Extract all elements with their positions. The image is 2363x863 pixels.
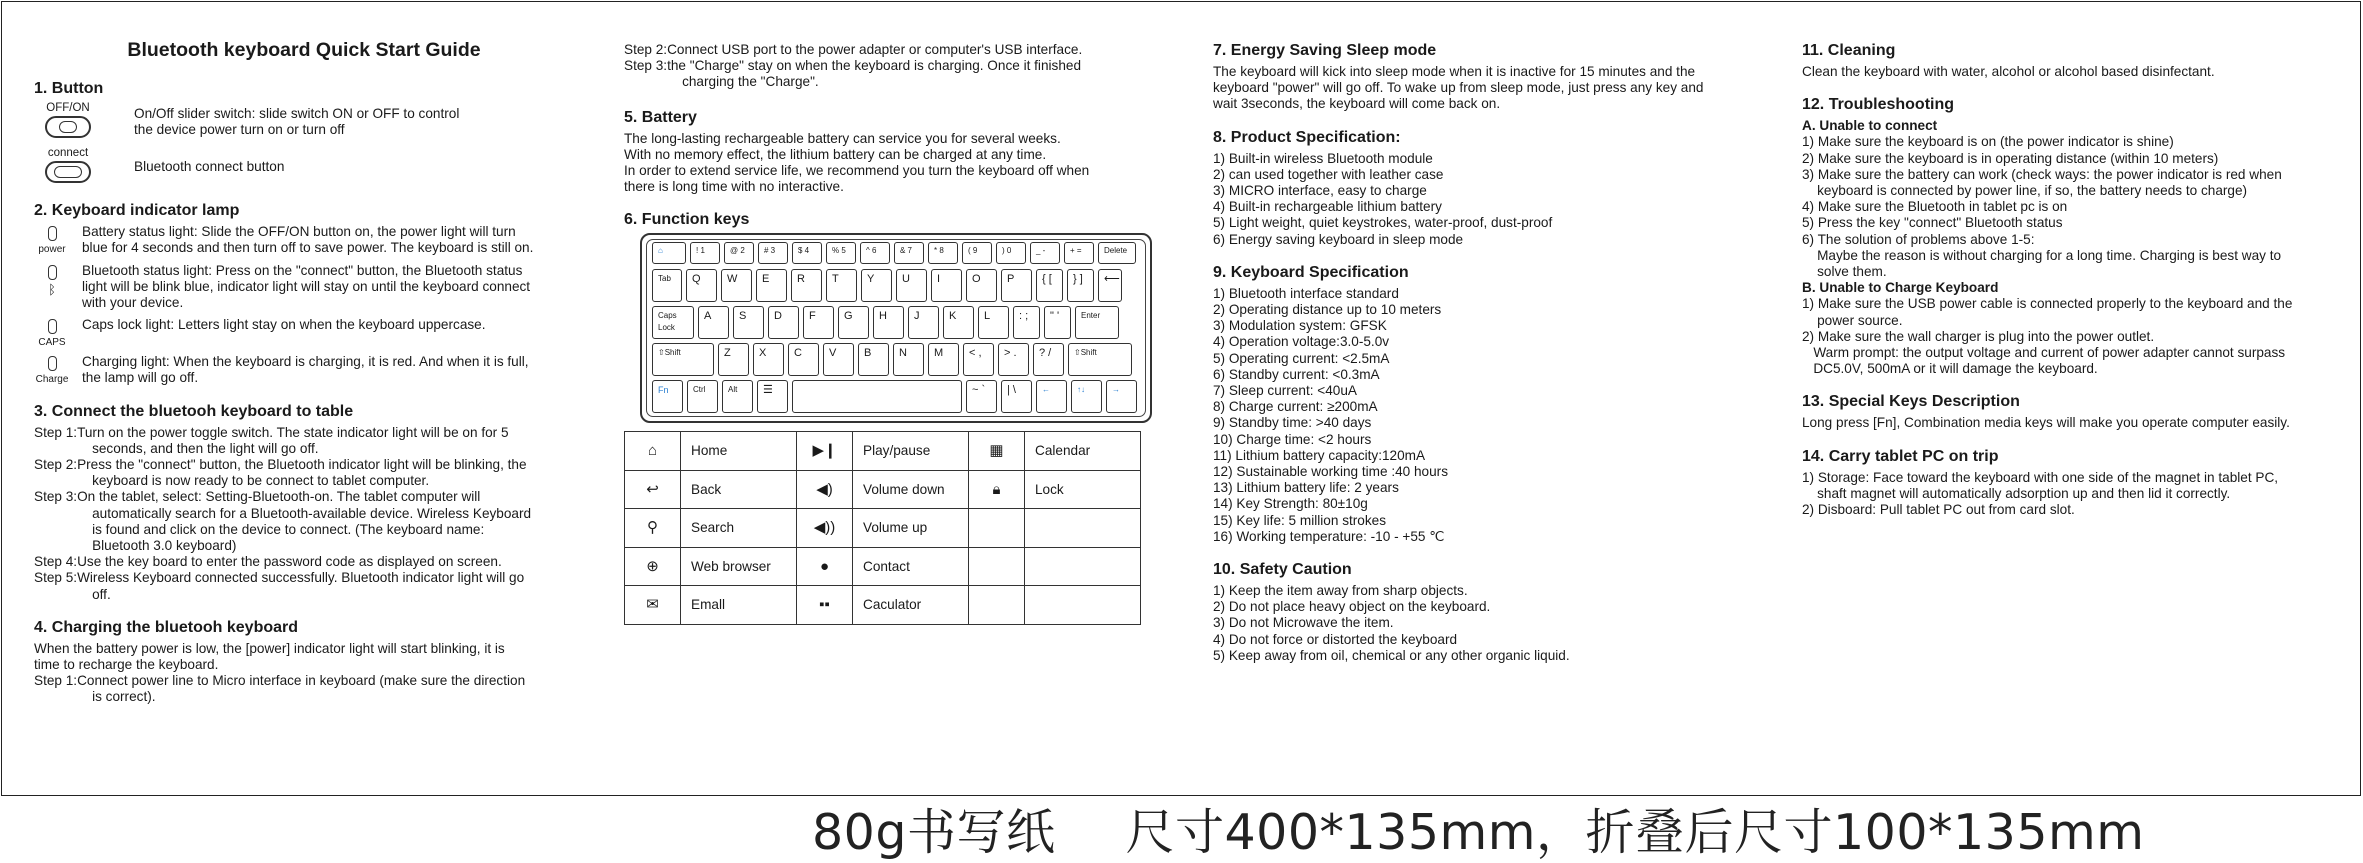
section-heading: 5. Battery [624, 108, 697, 126]
text-line: automatically search for a Bluetooth-available device. Wireless Keyboard [92, 505, 532, 521]
paper-spec-caption [812, 804, 2145, 862]
text-line: The long-lasting rechargeable battery can service you for several weeks. [624, 130, 1061, 146]
text-line: DC5.0V, 500mA or it will damage the keyboard. [1802, 361, 2098, 377]
key-j: J [908, 306, 939, 339]
key-3: # 3 [758, 242, 788, 264]
text-line: 3) Do not Microwave the item. [1213, 615, 1394, 631]
text-line: 4) Make sure the Bluetooth in tablet pc is on [1802, 199, 2068, 215]
section-cleaning [1802, 42, 2342, 80]
section-product-spec [1213, 129, 1773, 248]
text-line: 5) Press the key "connect" Bluetooth status [1802, 215, 2063, 231]
key-p: P [1001, 269, 1032, 302]
text-line: Connect power line to Micro interface in keyboard (make sure the direction [77, 673, 526, 689]
text-line: 15) Key life: 5 million strokes [1213, 512, 1387, 528]
key-0: ) 0 [996, 242, 1026, 264]
function-label: Calendar [1025, 432, 1141, 471]
text-line: 5) Light weight, quiet keystrokes, water-proof, dust-proof [1213, 215, 1553, 231]
calculator-icon: ▪▪ [797, 586, 853, 625]
lamp-label: Charge [35, 374, 69, 386]
step-label: Step 1: [34, 424, 78, 440]
step-label: Step 2: [624, 42, 668, 57]
empty-cell [1025, 509, 1141, 548]
function-label: Lock [1025, 470, 1141, 509]
key-shift-left: ⇧Shift [652, 343, 714, 376]
text-line: Maybe the reason is without charging for a long time. Charging is best way to [1802, 247, 2282, 263]
text-line: time to recharge the keyboard. [34, 657, 219, 673]
table-row [625, 509, 1141, 548]
key-k: K [943, 306, 974, 339]
power-lamp-icon [34, 224, 70, 256]
bluetooth-lamp-icon: ᛒ [34, 263, 70, 312]
section-heading: 12. Troubleshooting [1802, 96, 1955, 114]
text-line: On the tablet, select: Setting-Bluetooth-on. The tablet computer will [77, 489, 481, 505]
key-l: L [978, 306, 1009, 339]
key-menu: ☰ [757, 380, 788, 413]
section-heading: 6. Function keys [624, 211, 750, 229]
key-i: I [931, 269, 962, 302]
key-tab: Tab [652, 269, 682, 302]
text-line: 5) Operating current: <2.5mA [1213, 350, 1390, 366]
text-line: Use the key board to enter the password code as displayed on screen. [77, 554, 502, 570]
empty-cell [969, 509, 1025, 548]
volume-down-icon: ◀) [797, 470, 853, 509]
text-line: With no memory effect, the lithium battery can be charged at any time. [624, 146, 1047, 162]
step-label: Step 4: [34, 554, 78, 570]
function-label: Play/pause [853, 432, 969, 471]
key-up-down: ↑↓ [1071, 380, 1102, 413]
key-equal: + = [1064, 242, 1094, 264]
section-indicator [34, 202, 574, 386]
step-label: Step 3: [624, 58, 668, 74]
table-row [625, 470, 1141, 509]
section-special-keys [1802, 393, 2342, 431]
key-right: → [1106, 380, 1137, 413]
connect-steps [34, 425, 574, 603]
key-pipe: | \ [1001, 380, 1032, 413]
text-line: Press the "connect" button, the Bluetooth indicator light will be blinking, the [77, 457, 527, 473]
section-heading: 7. Energy Saving Sleep mode [1213, 42, 1437, 59]
calendar-icon: ▦ [969, 432, 1025, 471]
key-m: M [928, 343, 959, 376]
contact-icon: ● [797, 547, 853, 586]
text-line: 3) Make sure the battery can work (check ways: the power indicator is red when [1802, 166, 2282, 182]
key-4: $ 4 [792, 242, 822, 264]
key-slash: ? / [1033, 343, 1064, 376]
section-charging [34, 619, 574, 706]
keyboard-row-z [652, 343, 1132, 376]
function-label: Volume up [853, 509, 969, 548]
function-label: Back [681, 470, 797, 509]
lamp-power [34, 224, 574, 256]
function-label: Caculator [853, 586, 969, 625]
function-label: Emall [681, 586, 797, 625]
section-safety [1213, 561, 1773, 664]
text-line: 11) Lithium battery capacity:120mA [1213, 447, 1426, 463]
text-line: 9) Standby time: >40 days [1213, 415, 1372, 431]
key-d: D [768, 306, 799, 339]
connect-label: connect [47, 147, 89, 160]
text-line: 2) Operating distance up to 10 meters [1213, 302, 1442, 318]
function-key-table [624, 431, 1141, 625]
back-icon: ↩ [625, 470, 681, 509]
text-line: 3) MICRO interface, easy to charge [1213, 183, 1427, 199]
lamp-label: power [38, 244, 66, 256]
text-line: 2) Disboard: Pull tablet PC out from card slot. [1802, 502, 2075, 518]
step-label: Step 3: [34, 489, 78, 505]
lock-icon: 🔒︎ [969, 470, 1025, 509]
text-line: Bluetooth status light: Press on the "connect" button, the Bluetooth status [82, 262, 523, 278]
text-line: there is long time with no interactive. [624, 179, 844, 195]
key-2: @ 2 [724, 242, 754, 264]
text-line: with your device. [82, 295, 184, 311]
caps-lamp-icon [34, 317, 70, 348]
key-b: B [858, 343, 889, 376]
quick-start-sheet [1, 1, 2361, 796]
section-heading: 4. Charging the bluetooh keyboard [34, 618, 299, 636]
text-line: 2) Do not place heavy object on the keyboard. [1213, 599, 1491, 615]
size-text: 尺寸400*135mm，折叠后尺寸100*135mm [1125, 804, 2145, 861]
key-c: C [788, 343, 819, 376]
text-line: seconds, and then the light will go off. [92, 440, 319, 456]
text-line: the lamp will go off. [82, 370, 199, 386]
text-line: 6) Standby current: <0.3mA [1213, 366, 1380, 382]
key-semicolon: : ; [1013, 306, 1040, 339]
key-v: V [823, 343, 854, 376]
text-line: 8) Charge current: ≥200mA [1213, 399, 1378, 415]
key-caps: Caps Lock [652, 306, 694, 339]
text-line: 5) Keep away from oil, chemical or any other organic liquid. [1213, 647, 1570, 663]
section-heading: 1. Button [34, 80, 104, 98]
charge-lamp-icon [34, 354, 70, 386]
text-line: 14) Key Strength: 80±10g [1213, 496, 1368, 512]
section-button [34, 80, 574, 186]
keyboard-function-row [652, 242, 1136, 264]
section-heading: 11. Cleaning [1802, 42, 1896, 59]
text-line: Clean the keyboard with water, alcohol or alcohol based disinfectant. [1802, 64, 2215, 79]
key-fn [652, 380, 683, 413]
text-line: The keyboard will kick into sleep mode when it is inactive for 15 minutes and the [1213, 64, 1696, 79]
text-line: 6) The solution of problems above 1-5: [1802, 231, 2035, 247]
text-line: 10) Charge time: <2 hours [1213, 431, 1372, 447]
text-line: Bluetooth connect button [134, 158, 285, 174]
key-shift-right: ⇧Shift [1068, 343, 1132, 376]
text-line: 4) Built-in rechargeable lithium battery [1213, 199, 1442, 215]
key-r: R [791, 269, 822, 302]
function-label: Web browser [681, 547, 797, 586]
key-q: Q [686, 269, 717, 302]
key-7: & 7 [894, 242, 924, 264]
section-battery [624, 109, 1164, 196]
text-line: 1) Built-in wireless Bluetooth module [1213, 150, 1433, 166]
sub-heading: A. Unable to connect [1802, 118, 1938, 134]
text-line: off. [92, 586, 111, 602]
text-line: 12) Sustainable working time :40 hours [1213, 464, 1448, 480]
text-line: keyboard is connected by power line, if so, the battery needs to charge) [1802, 183, 2248, 199]
text-line: 1) Keep the item away from sharp objects. [1213, 583, 1468, 599]
text-line: 13) Lithium battery life: 2 years [1213, 480, 1399, 496]
text-line: When the battery power is low, the [power] indicator light will start blinking, it is [34, 640, 505, 656]
section-heading: 14. Carry tablet PC on trip [1802, 447, 1999, 465]
text-line: 4) Operation voltage:3.0-5.0v [1213, 334, 1390, 350]
function-label: Contact [853, 547, 969, 586]
key-minus: _ - [1030, 242, 1060, 264]
lamp-bluetooth [34, 263, 574, 312]
key-f: F [803, 306, 834, 339]
text-line: In order to extend service life, we recommend you turn the keyboard off when [624, 163, 1090, 179]
section-sleep [1213, 42, 1773, 113]
key-1: ! 1 [690, 242, 720, 264]
section-charging-cont [624, 42, 1164, 91]
column-3 [1213, 42, 1773, 680]
function-label: Volume down [853, 470, 969, 509]
key-left: ← [1036, 380, 1067, 413]
key-space [792, 380, 962, 413]
key-z: Z [718, 343, 749, 376]
paper-weight-text: 80g书写纸 [812, 804, 1056, 861]
column-1 [34, 2, 574, 722]
key-quote: " ' [1044, 306, 1071, 339]
text-line: 7) Sleep current: <40uA [1213, 383, 1357, 399]
text-line: 2) Make sure the wall charger is plug into the power outlet. [1802, 328, 2155, 344]
key-8: * 8 [928, 242, 958, 264]
key-a: A [698, 306, 729, 339]
lamp-caps [34, 317, 574, 348]
fn-label: Fn [658, 385, 669, 396]
text-line: keyboard "power" will go off. To wake up from sleep mode, just press any key and [1213, 80, 1704, 96]
text-line: 3) Modulation system: GFSK [1213, 318, 1387, 334]
text-line: solve them. [1802, 264, 1887, 280]
key-6: ^ 6 [860, 242, 890, 264]
step-label: Step 5: [34, 570, 78, 586]
key-9: ( 9 [962, 242, 992, 264]
key-bracket-left: { [ [1036, 269, 1063, 302]
function-label: Home [681, 432, 797, 471]
section-heading: 9. Keyboard Specification [1213, 263, 1409, 281]
search-icon: ⚲ [625, 509, 681, 548]
keyboard-row-q [652, 269, 1122, 302]
column-4 [1802, 42, 2342, 534]
text-line: Bluetooth 3.0 keyboard) [92, 538, 237, 554]
email-icon: ✉ [625, 586, 681, 625]
sub-heading: B. Unable to Charge Keyboard [1802, 280, 1999, 296]
text-line: is found and click on the device to connect. (The keyboard name: [92, 521, 485, 537]
text-line: Wireless Keyboard connected successfully. Bluetooth indicator light will go [77, 570, 525, 586]
key-x: X [753, 343, 784, 376]
key-u: U [896, 269, 927, 302]
text-line: 6) Energy saving keyboard in sleep mode [1213, 231, 1464, 247]
text-line: 1) Storage: Face toward the keyboard with one side of the magnet in tablet PC, [1802, 469, 2279, 485]
section-heading: 13. Special Keys Description [1802, 393, 2020, 411]
text-line: shaft magnet will automatically adsorption up and then lid it correctly. [1802, 485, 2231, 501]
text-line: Turn on the power toggle switch. The state indicator light will be on for 5 [77, 424, 509, 440]
key-alt: Alt [722, 380, 753, 413]
text-line: the device power turn on or turn off [134, 121, 345, 137]
function-label: Search [681, 509, 797, 548]
key-s: S [733, 306, 764, 339]
lamp-label: CAPS [38, 337, 66, 349]
key-bracket-right: } ] [1067, 269, 1094, 302]
text-line: 2) Make sure the keyboard is in operating distance (within 10 meters) [1802, 150, 2219, 166]
text-line: wait 3seconds, the keyboard will come back on. [1213, 96, 1501, 112]
text-line: Charging light: When the keyboard is charging, it is red. And when it is full, [82, 354, 529, 370]
onoff-label: OFF/ON [46, 102, 90, 115]
text-line: 2) can used together with leather case [1213, 166, 1444, 182]
text-line: 16) Working temperature: -10 - +55 ℃ [1213, 528, 1445, 544]
key-ctrl: Ctrl [687, 380, 718, 413]
key-y: Y [861, 269, 892, 302]
step-label: Step 2: [34, 457, 78, 473]
keyboard-row-a [652, 306, 1119, 339]
onoff-description [102, 106, 459, 138]
key-h: H [873, 306, 904, 339]
section-carry [1802, 448, 2342, 519]
keyboard-illustration [640, 233, 1152, 423]
text-line: blue for 4 seconds and then turn off to save power. The keyboard is still on. [82, 240, 534, 256]
key-backspace: ⟵ [1098, 269, 1122, 302]
text-line: Battery status light: Slide the OFF/ON button on, the power light will turn [82, 224, 516, 240]
key-o: O [966, 269, 997, 302]
text-line: power source. [1802, 312, 1903, 328]
text-line: 4) Do not force or distorted the keyboard [1213, 631, 1458, 647]
section-keyboard-spec [1213, 264, 1773, 545]
page-title: Bluetooth keyboard Quick Start Guide [127, 39, 481, 61]
key-tilde: ~ ` [966, 380, 997, 413]
empty-cell [1025, 586, 1141, 625]
volume-up-icon: ◀)) [797, 509, 853, 548]
key-e: E [756, 269, 787, 302]
key-home: ⌂ [652, 242, 686, 264]
section-troubleshooting [1802, 96, 2342, 377]
play-pause-icon: ▶❙ [797, 432, 853, 471]
text-line: Warm prompt: the output voltage and current of power adapter cannot surpass [1802, 345, 2286, 361]
empty-cell [969, 547, 1025, 586]
connect-description [102, 159, 284, 175]
key-enter: Enter [1075, 306, 1119, 339]
key-t: T [826, 269, 857, 302]
text-line: 1) Make sure the USB power cable is connected properly to the keyboard and the [1802, 296, 2293, 312]
text-line: is correct). [92, 689, 156, 705]
key-5: % 5 [826, 242, 856, 264]
key-n: N [893, 343, 924, 376]
section-heading: 3. Connect the bluetooh keyboard to table [34, 402, 354, 420]
keyboard-row-bottom [652, 380, 1137, 413]
section-heading: 10. Safety Caution [1213, 561, 1352, 579]
lamp-charge [34, 354, 574, 386]
text-line: the "Charge" stay on when the keyboard is charging. Once it finished [667, 58, 1082, 74]
text-line: On/Off slider switch: slide switch ON or OFF to control [134, 105, 460, 121]
section-heading: 2. Keyboard indicator lamp [34, 202, 240, 220]
key-delete: Delete [1098, 242, 1136, 264]
connect-button-icon [34, 147, 102, 186]
empty-cell [1025, 547, 1141, 586]
key-w: W [721, 269, 752, 302]
onoff-row [34, 102, 574, 141]
text-line: 1) Make sure the keyboard is on (the power indicator is shine) [1802, 134, 2174, 150]
key-period: > . [998, 343, 1029, 376]
home-icon: ⌂ [625, 432, 681, 471]
text-line: Long press [Fn], Combination media keys will make you operate computer easily. [1802, 415, 2290, 431]
globe-icon: ⊕ [625, 547, 681, 586]
text-line: charging the "Charge". [682, 74, 819, 90]
key-comma: < , [963, 343, 994, 376]
section-connect [34, 403, 574, 603]
step-label: Step 1: [34, 673, 78, 689]
text-line: Caps lock light: Letters light stay on when the keyboard uppercase. [82, 317, 486, 333]
text-line: Connect USB port to the power adapter or computer's USB interface. [667, 42, 1083, 57]
text-line: keyboard is now ready to be connect to tablet computer. [92, 473, 430, 489]
table-row [625, 432, 1141, 471]
section-heading: 8. Product Specification: [1213, 128, 1401, 146]
table-row [625, 586, 1141, 625]
connect-row [34, 147, 574, 186]
table-row [625, 547, 1141, 586]
text-line: light will be blink blue, indicator light will stay on until the keyboard connect [82, 278, 531, 294]
section-function-keys [624, 211, 1164, 625]
column-2 [624, 42, 1164, 641]
onoff-switch-icon [34, 102, 102, 141]
text-line: 1) Bluetooth interface standard [1213, 285, 1399, 301]
empty-cell [969, 586, 1025, 625]
key-g: G [838, 306, 869, 339]
